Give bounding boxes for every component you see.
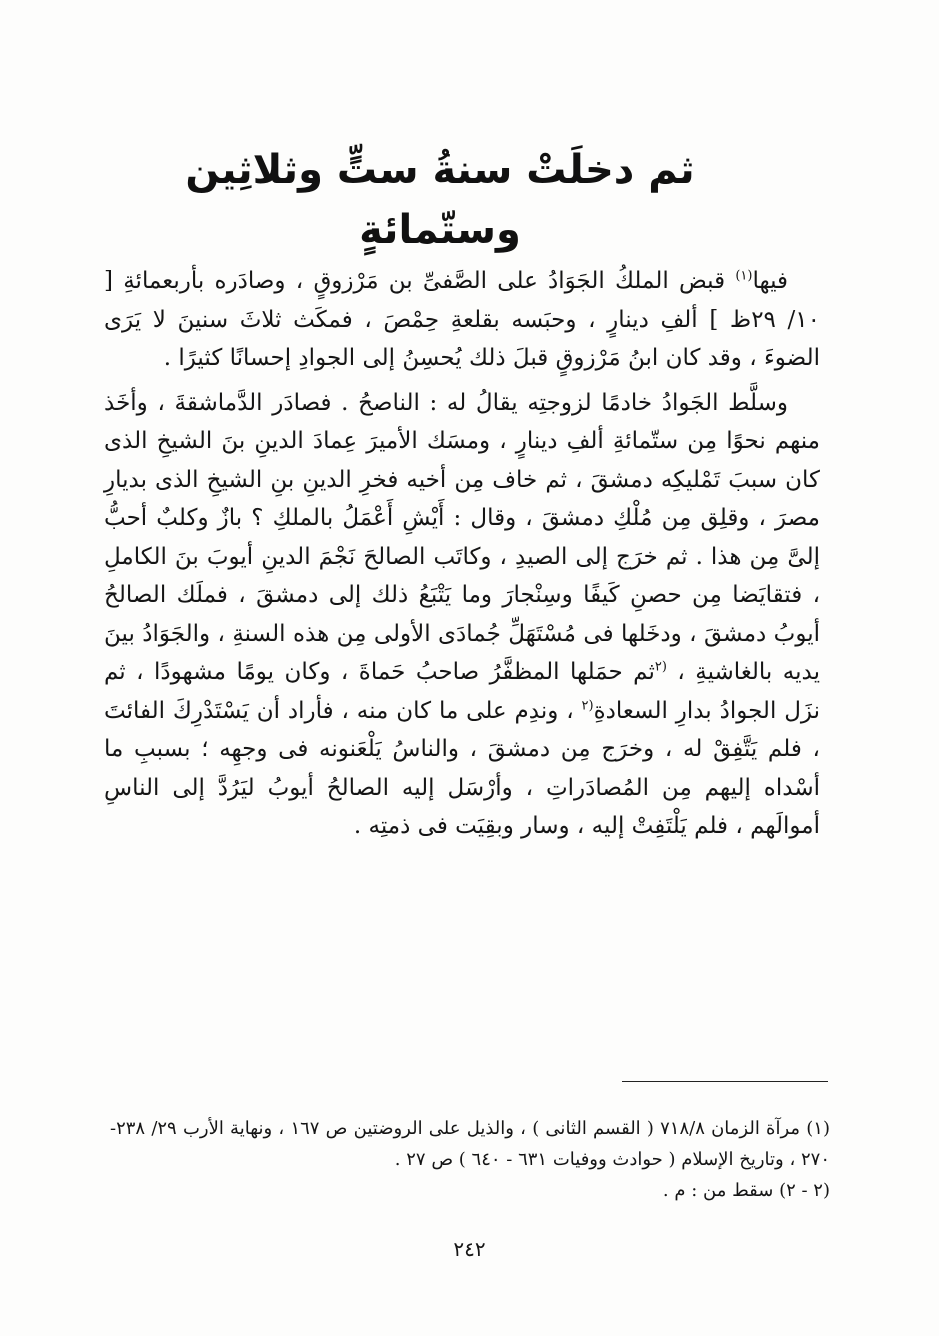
paragraph-2	[104, 384, 820, 846]
footnote-marker-2-close: (٢	[581, 697, 594, 713]
paragraph-2-omitted-passage: ثم حمَلها المظفَّرُ صاحبُ حَماةَ ، وكان يومًا مشهودًا ، ثم نزَل الجوادُ بدارِ السعادةِ	[104, 659, 820, 724]
footnote-divider	[622, 1081, 828, 1082]
paragraph-1-opening: فيها	[752, 268, 788, 294]
chapter-title: ثم دخلَتْ سنةُ ستٍّ وثلاثِين وستّمائةٍ	[185, 147, 695, 253]
paragraph-1	[104, 262, 820, 378]
main-text	[104, 262, 820, 852]
paragraph-2-ending: ، وندِم على ما كان منه ، فأراد أن يَسْتَدْرِكَ الفائتَ ، فلم يَتَّفِقْ له ، وخرَج مِن دمشقَ ، والناسُ يَلْعَنونه فى وجهِه ؛ بسببِ ما أسْداه إليهم مِن المُصادَراتِ ، وأرْسَل إليه الصالحُ أيوبُ ليَرُدَّ إلى الناسِ أموالَهم ، فلم يَلْتَفِتْ إليه ، وسار وبقِيَت فى ذمتِه .	[104, 697, 820, 839]
footnote-2: (٢ - ٢) سقط من : م .	[662, 1180, 830, 1201]
footnotes	[110, 1113, 830, 1206]
paragraph-1-text: قبض الملكُ الجَوَادُ على الصَّفىِّ بن مَرْزوقٍ ، وصادَره بأربعمائةِ [ ١٠/ ٢٩ظ ] ألفِ دينارٍ ، وحبَسه بقلعةِ حِمْصَ ، فمكَث ثلاثَ سنينَ لا يَرَى الضوءَ ، وقد كان ابنُ مَرْزوقٍ قبلَ ذلك يُحسِنُ إلى الجوادِ إحسانًا كثيرًا .	[104, 268, 820, 371]
page-number: ٢٤٢	[453, 1237, 486, 1261]
footnote-marker-1: (١)	[735, 268, 753, 284]
footnote-1: (١) مرآة الزمان ٧١٨/٨ ( القسم الثانى ) ، والذيل على الروضتين ص ١٦٧ ، ونهاية الأرب ٢٩/ ٢٣٨- ٢٧٠ ، وتاريخ الإسلام ( حوادث ووفيات ٦٣١ - ٦٤٠ ) ص ٢٧ .	[110, 1118, 830, 1170]
paragraph-2-text: وسلَّط الجَوادُ خادمًا لزوجتِه يقالُ له : الناصحُ . فصادَر الدَّماشقةَ ، وأخَذ منهم نحوًا مِن ستّمائةِ ألفِ دينارٍ ، ومسَك الأميرَ عِمادَ الدينِ بنَ الشيخِ الذى كان سببَ تَمْليكِه دمشقَ ، ثم خاف مِن أخيه فخرِ الدينِ بنِ الشيخِ الذى بديارِ مصرَ ، وقلِق مِن مُلْكِ دمشقَ ، وقال : أَيْشِ أَعْمَلُ بالملكِ ؟ بازٌ وكلبٌ أحبُّ إلىَّ مِن هذا . ثم خرَج إلى الصيدِ ، وكاتَب الصالحَ نَجْمَ الدينِ أيوبَ بنَ الكاملِ ، فتقايَضا مِن حصنِ كَيفًا وسِنْجارَ وما يَتْبَعُ ذلك إلى دمشقَ ، فملَك الصالحُ أيوبُ دمشقَ ، ودخَلها فى مُسْتَهَلِّ جُمادَى الأولى مِن هذه السنةِ ، والجَوَادُ بينَ يديه بالغاشيةِ ،	[104, 389, 820, 685]
footnote-marker-2-open: (٢	[654, 659, 667, 675]
